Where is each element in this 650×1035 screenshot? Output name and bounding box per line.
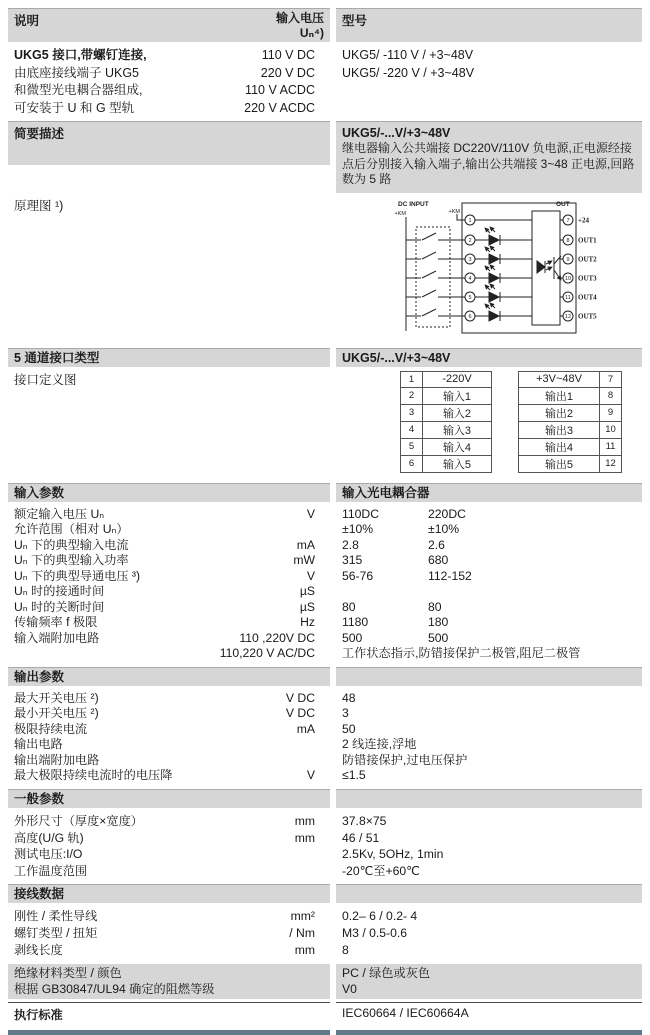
bottom-bar <box>8 1030 642 1035</box>
pin-label: 输出1 <box>519 387 600 404</box>
interface-table-container <box>336 367 642 483</box>
param-row <box>8 615 642 631</box>
pin-label: 输入2 <box>423 404 492 421</box>
desc-text: 由底座接线端子 UKG5 <box>14 65 140 80</box>
section-header-brief <box>8 121 330 165</box>
param-value: 500 <box>428 630 449 645</box>
param-row <box>8 925 642 942</box>
param-label: 测试电压:I/O <box>14 847 83 862</box>
desc-line <box>8 82 330 100</box>
param-value: 220DC <box>428 506 466 521</box>
out-label: +24 <box>578 216 589 224</box>
section-header-output-blank <box>336 667 642 686</box>
param-unit: mm <box>294 830 315 845</box>
general-params-section <box>8 813 642 879</box>
interface-table-right <box>518 371 622 473</box>
param-row <box>8 830 642 847</box>
param-row <box>8 569 642 585</box>
schematic-diagram <box>336 195 642 345</box>
param-value: 80 <box>342 599 356 614</box>
input-voltage-header <box>276 11 324 40</box>
input-params-header-row <box>8 483 642 502</box>
model-list <box>336 47 642 82</box>
brief-description-box <box>336 121 642 193</box>
param-value: 3 <box>342 706 349 721</box>
param-value: 1180 <box>342 615 369 629</box>
interface-table-gap <box>492 371 518 473</box>
terminal-number: 9 <box>566 256 570 263</box>
param-row <box>8 584 642 600</box>
insulation-label: 绝缘材料类型 / 颜色 <box>8 964 330 982</box>
schematic-km-left-label: +KM <box>394 210 406 217</box>
out-label: OUT4 <box>578 293 597 301</box>
section-header-xinghao <box>336 8 642 42</box>
section-header-wiring: 接线数据 <box>8 884 330 903</box>
desc-line <box>8 100 330 118</box>
param-value: 48 <box>342 690 356 705</box>
param-row <box>8 813 642 830</box>
param-unit: mm <box>294 814 315 829</box>
out-label: OUT3 <box>578 274 597 282</box>
param-value: 2.5Kv, 5OHz, 1min <box>342 847 444 862</box>
terminal-circles <box>465 215 573 321</box>
desc-line <box>8 47 330 65</box>
insulation-row <box>8 964 642 982</box>
param-unit: 110,220 V AC/DC <box>219 646 315 660</box>
param-row <box>8 722 642 738</box>
section-header-general-params: 一般参数 <box>8 789 330 808</box>
param-value: 80 <box>428 599 442 614</box>
schematic-container <box>336 193 642 348</box>
desc-text: 和微型光电耦合器组成, <box>14 83 143 97</box>
insulation-value: PC / 绿色或灰色 <box>336 964 642 982</box>
desc-text: UKG5 接口,带螺钉连接, <box>14 48 147 62</box>
param-value: 8 <box>342 943 349 958</box>
param-label: Uₙ 下的典型输入电流 <box>14 537 129 552</box>
pin-number: 6 <box>401 455 423 472</box>
param-value: -20℃至+60℃ <box>342 863 420 878</box>
param-row <box>8 942 642 959</box>
output-params-section <box>8 691 642 785</box>
param-value: 工作状态指示,防错接保护二极管,阻尼二极管 <box>342 646 581 660</box>
pin-label: 输入4 <box>423 438 492 455</box>
schematic-km-top-label: +KM <box>448 208 460 215</box>
wiring-header-row <box>8 884 642 903</box>
section-header-input-params: 输入参数 <box>8 483 330 502</box>
param-unit: Hz <box>300 615 315 629</box>
pin-number: 4 <box>401 421 423 438</box>
param-value: 50 <box>342 721 356 736</box>
desc-value: 220 V DC <box>260 65 315 80</box>
flammability-row <box>8 982 642 1000</box>
param-value: 56-76 <box>342 568 374 583</box>
param-value: 46 / 51 <box>342 830 380 845</box>
led-icons <box>485 227 500 321</box>
schematic-row <box>8 193 642 348</box>
param-label: 额定输入电压 Uₙ <box>14 506 105 521</box>
pin-number: 2 <box>401 387 423 404</box>
section-header-wiring-blank <box>336 884 642 903</box>
param-unit: V <box>306 568 315 583</box>
param-row <box>8 908 642 925</box>
flammability-value: V0 <box>336 982 642 1000</box>
param-value: ±10% <box>342 522 374 536</box>
param-row <box>8 538 642 554</box>
param-value: 37.8×75 <box>342 814 387 829</box>
standard-label: 执行标准 <box>8 1002 330 1023</box>
model-item: UKG5/ -110 V / +3~48V <box>342 48 474 62</box>
flammability-label: 根据 GB30847/UL94 确定的阻燃等级 <box>8 982 330 1000</box>
pin-number: 1 <box>401 371 423 387</box>
header-title: 简要描述 <box>14 127 65 141</box>
param-row <box>8 553 642 569</box>
param-row <box>8 846 642 863</box>
pin-label: -220V <box>423 371 492 387</box>
terminal-number: 1 <box>468 217 472 224</box>
interface-table-left <box>400 371 492 473</box>
param-value: ±10% <box>428 522 460 536</box>
interface-row <box>8 367 642 483</box>
terminal-number: 8 <box>566 237 570 244</box>
standard-row <box>8 1002 642 1023</box>
param-row <box>8 863 642 880</box>
output-params-header-row <box>8 667 642 686</box>
terminal-number: 5 <box>468 294 472 301</box>
section-header-output-params: 输出参数 <box>8 667 330 686</box>
param-label: 输入端附加电路 <box>14 630 100 645</box>
param-value: 2 线连接,浮地 <box>342 737 417 752</box>
param-value: 0.2– 6 / 0.2- 4 <box>342 909 418 924</box>
out-label: OUT1 <box>578 236 597 244</box>
pin-number: 10 <box>600 421 622 438</box>
param-label: 输出电路 <box>14 737 63 752</box>
input-voltage-line2: Uₙ⁴) <box>299 26 324 40</box>
terminal-number: 7 <box>566 217 570 224</box>
brief-text: 继电器输入公共端接 DC220V/110V 负电源,正电源经接点后分别接入输入端子,输出公共端接 3~48 正电源,回路数为 5 路 <box>342 141 635 186</box>
out-label: OUT2 <box>578 255 597 263</box>
brief-title: UKG5/-...V/+3~48V <box>342 126 451 140</box>
brief-row <box>8 121 642 193</box>
schematic-out-label: OUT <box>556 200 570 208</box>
param-unit: µS <box>299 584 315 598</box>
pin-number: 11 <box>600 438 622 455</box>
terminal-number: 2 <box>468 237 472 244</box>
output-labels <box>578 216 597 320</box>
terminal-number: 3 <box>468 256 472 263</box>
schematic-dc-input-label: DC INPUT <box>398 200 429 208</box>
pin-number: 7 <box>600 371 622 387</box>
desc-value: 110 V ACDC <box>245 83 315 97</box>
param-row <box>8 600 642 616</box>
section-header-channel: 5 通道接口类型 <box>8 348 330 367</box>
channel-header-row <box>8 348 642 367</box>
param-label: Uₙ 下的典型输入功率 <box>14 553 129 567</box>
pin-label: 输出2 <box>519 404 600 421</box>
param-value: 防错接保护,过电压保护 <box>342 752 468 767</box>
standard-value: IEC60664 / IEC60664A <box>336 1002 642 1020</box>
param-unit: mW <box>293 553 315 567</box>
bottom-bar-right <box>336 1030 642 1035</box>
pin-number: 3 <box>401 404 423 421</box>
pin-number: 8 <box>600 387 622 404</box>
param-label: 刚性 / 柔性导线 <box>14 909 98 924</box>
param-label: 最小开关电压 ²) <box>14 706 99 721</box>
desc-line <box>8 65 330 83</box>
header-title: 型号 <box>342 14 368 28</box>
param-unit: V DC <box>285 706 315 721</box>
pin-number: 12 <box>600 455 622 472</box>
pin-label: 输入1 <box>423 387 492 404</box>
bottom-bar-left <box>8 1030 330 1035</box>
param-value: 500 <box>342 630 363 645</box>
desc-value: 110 V DC <box>261 48 315 62</box>
param-value: 180 <box>428 615 449 629</box>
param-unit: µS <box>299 599 315 614</box>
param-row <box>8 631 642 647</box>
pin-label: 输入5 <box>423 455 492 472</box>
param-row <box>8 737 642 753</box>
param-value: 110DC <box>342 506 380 521</box>
pin-label: 输出4 <box>519 438 600 455</box>
terminal-number: 10 <box>564 275 572 282</box>
param-unit: V <box>306 506 315 521</box>
param-unit: mA <box>296 721 315 736</box>
param-row <box>8 507 642 523</box>
param-row <box>8 753 642 769</box>
param-value: 680 <box>428 553 449 567</box>
schematic-label: 原理图 ¹) <box>14 198 64 213</box>
input-voltage-line1: 输入电压 <box>275 11 324 25</box>
param-value: 112-152 <box>428 568 472 583</box>
param-value: 2.6 <box>428 537 445 552</box>
optocoupler-icon <box>537 256 561 280</box>
param-label: 螺钉类型 / 扭矩 <box>14 926 98 941</box>
top-header-row <box>8 8 642 42</box>
section-header-shuoming <box>8 8 330 42</box>
param-unit: V DC <box>285 690 315 705</box>
top-body-row <box>8 47 642 117</box>
pin-label: 输出5 <box>519 455 600 472</box>
param-label: Uₙ 时的关断时间 <box>14 599 105 614</box>
param-label: 最大极限持续电流时的电压降 <box>14 768 173 783</box>
param-value: ≤1.5 <box>342 768 366 783</box>
param-row <box>8 768 642 784</box>
param-label: 剥线长度 <box>14 943 63 958</box>
out-label: OUT5 <box>578 312 597 320</box>
param-row <box>8 691 642 707</box>
desc-value: 220 V ACDC <box>244 100 315 115</box>
param-row <box>8 522 642 538</box>
terminal-number: 6 <box>468 313 472 320</box>
interface-definition-label: 接口定义图 <box>14 372 77 387</box>
param-label: 传输频率 f 极限 <box>14 615 98 629</box>
param-label: 极限持续电流 <box>14 721 88 736</box>
param-unit: mA <box>296 537 315 552</box>
wiring-section <box>8 908 642 959</box>
param-unit: mm <box>294 943 315 958</box>
model-item: UKG5/ -220 V / +3~48V <box>342 65 475 80</box>
interface-table <box>400 371 642 473</box>
section-header-input-opto: 输入光电耦合器 <box>336 483 642 502</box>
param-unit: / Nm <box>289 926 315 941</box>
param-label: 输出端附加电路 <box>14 752 100 767</box>
param-value: 315 <box>342 553 363 567</box>
section-header-channel-model: UKG5/-...V/+3~48V <box>336 348 642 367</box>
terminal-number: 11 <box>565 294 571 301</box>
general-params-header-row <box>8 789 642 808</box>
param-value: M3 / 0.5-0.6 <box>342 926 408 941</box>
param-label: Uₙ 下的典型导通电压 ³) <box>14 568 141 583</box>
pin-label: 输入3 <box>423 421 492 438</box>
param-label: 工作温度范围 <box>14 863 88 878</box>
terminal-number: 12 <box>564 313 572 320</box>
terminal-number: 4 <box>468 275 472 282</box>
param-label: Uₙ 时的接通时间 <box>14 584 105 598</box>
pin-number: 9 <box>600 404 622 421</box>
param-value: 2.8 <box>342 537 359 552</box>
pin-number: 5 <box>401 438 423 455</box>
product-description <box>8 47 330 117</box>
param-label: 允许范围（相对 Uₙ） <box>14 522 129 536</box>
param-row <box>8 706 642 722</box>
pin-label: 输出3 <box>519 421 600 438</box>
param-unit: 110 ,220V DC <box>239 630 315 645</box>
pin-label: +3V~48V <box>519 371 600 387</box>
param-label: 最大开关电压 ²) <box>14 690 99 705</box>
param-label: 高度(U/G 轨) <box>14 830 84 845</box>
param-unit: V <box>306 768 315 783</box>
input-params-section <box>8 507 642 662</box>
param-unit: mm² <box>290 909 315 924</box>
section-header-general-blank <box>336 789 642 808</box>
param-row <box>8 646 642 662</box>
desc-text: 可安装于 U 和 G 型轨 <box>14 100 135 115</box>
header-title: 说明 <box>14 14 40 28</box>
param-label: 外形尺寸（厚度×宽度） <box>14 814 143 829</box>
